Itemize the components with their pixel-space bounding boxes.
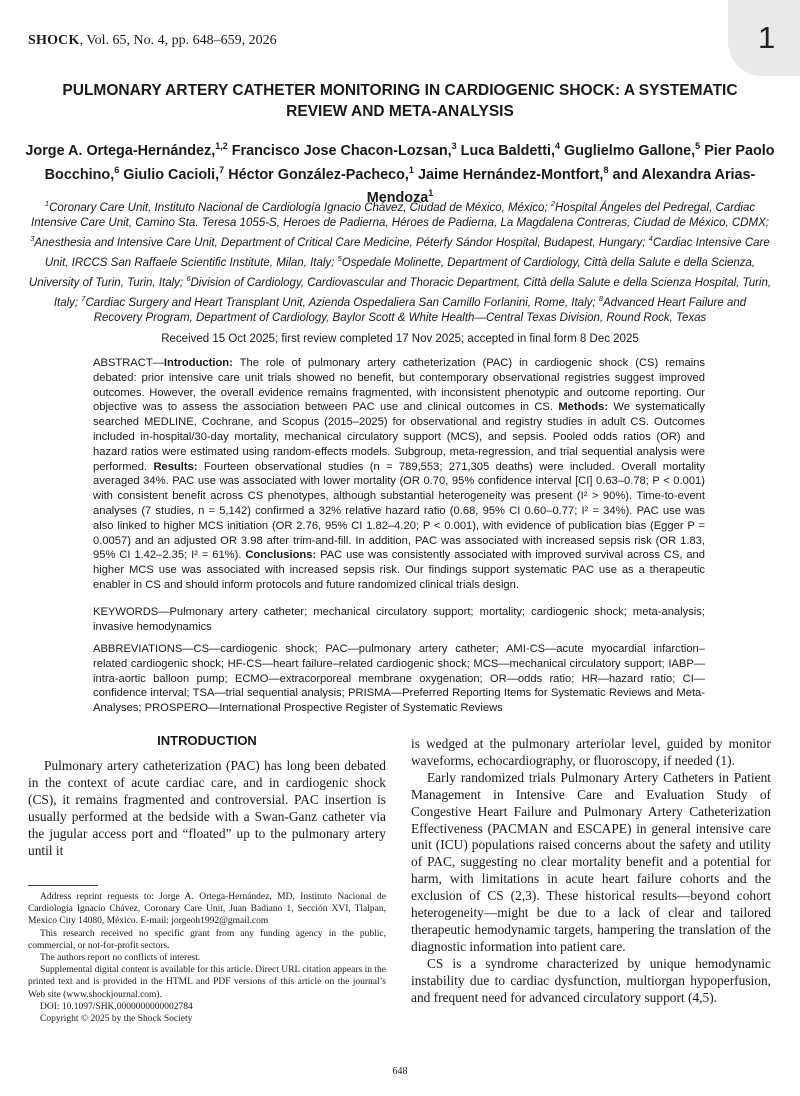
footnote: Supplemental digital content is available for this article. Direct URL citation appears in the printed text and is provided in the HTML and PDF versions of this article on the journal’s Web site (www.shockjournal.com). xyxy=(28,965,386,1000)
body-paragraph: Early randomized trials Pulmonary Artery Catheters in Patient Management in Intensive Care and Evaluation Study of Congestive Heart Failure and Pulmonary Artery Catheterization Effectiveness (PACMAN and ESCAPE) in general intensive care unit (ICU) populations raised concerns about the safety and utility of PAC, suggesting no clear mortality benefit and a potential for harm, with limitations in acute heart failure cohorts and the exclusion of CS (2,3). These historical results—beyond cohort heterogeneity—might be due to a lack of clear and tailored therapeutic hemodynamic targets, hampering the translation of the diagnostic information into patient care. xyxy=(411,769,771,954)
author: Luca Baldetti,$^4$ xyxy=(460,141,561,159)
author: Giulio Cacioli,$^7$ xyxy=(123,164,225,183)
affiliation: $^5$Ospedale Molinette, Department of Cardiology, Città della Salute e della Scienza, University of Turin, Turin, Italy; xyxy=(28,253,756,289)
footnotes xyxy=(28,891,386,1025)
abstract: ABSTRACT—Introduction: The role of pulmonary artery catheterization (PAC) in cardiogenic shock (CS) remains debated: prior intensive care unit trials showed no benefit, but contemporary observational registries suggest improved outcomes. However, the overall evidence remains fragmented, with inconsistent phenotypic and outcome reporting. Our objective was to assess the association between PAC use and clinical outcomes in CS. Methods: We systematically searched MEDLINE, Cochrane, and Scopus (2015–2025) for observational and registry studies in adult CS. Outcomes included in-hospital/30-day mortality, mechanical circulatory support (MCS), and sepsis. Pooled odds ratios (OR) and hazard ratios were estimated using random-effects models. Subgroup, meta-regression, and trial sequential analysis were performed. Results: Fourteen observational studies (n = 789,553; 271,305 deaths) were included. Overall mortality averaged 34%. PAC use was associated with lower mortality (OR 0.70, 95% confidence interval [CI] 0.63–0.78; P < 0.001) with consistent benefit across CS phenotypes, although substantial heterogeneity was present (I² > 90%). Time-to-event analyses (7 studies, n = 5,142) confirmed a 32% relative hazard ratio (0.68, 95% CI 0.60–0.77; I² = 34%). PAC use was also linked to higher MCS initiation (OR 2.76, 95% CI 1.82–4.20; P < 0.001), with evidence of publication bias (Egger P = 0.0057) and an adjusted OR 3.98 after trim-and-fill. In addition, PAC was associated with increased sepsis risk (OR 1.83, 95% CI 1.42–2.35; I² = 61%). Conclusions: PAC use was consistently associated with improved survival across CS, and higher MCS use was associated with increased sepsis risk. Our findings support systematic PAC use as a therapeutic enabler in CS and should inform protocols and future randomized clinical trials design. xyxy=(93,357,705,591)
footnote: DOI: 10.1097/SHK.0000000000002784 xyxy=(40,1001,193,1012)
author: Jorge A. Ortega-Hernández,$^{1,2}$ xyxy=(25,141,228,159)
right-column xyxy=(411,736,771,1007)
article-title: PULMONARY ARTERY CATHETER MONITORING IN CARDIOGENIC SHOCK: A SYSTEMATIC REVIEW AND META-ANALYSIS xyxy=(62,82,738,120)
body-paragraph: Pulmonary artery catheterization (PAC) has long been debated in the context of acute cardiac care, and in cardiogenic shock (CS), it remains fragmented and controversial. PAC insertion is usually performed at the bedside with a Swan-Ganz catheter via the jugular access port and “floated” up to the pulmonary artery until it xyxy=(28,758,386,858)
author: Francisco Jose Chacon-Lozsan,$^3$ xyxy=(231,141,457,159)
journal-name: SHOCK xyxy=(28,33,80,48)
affiliation: $^1$Coronary Care Unit, Instituto Nacional de Cardiología Ignacio Chávez, Ciudad de México, México; xyxy=(44,199,551,214)
affiliation: $^3$Anesthesia and Intensive Care Unit, Department of Critical Care Medicine, Péterfy Sándor Hospital, Budapest, Hungary; xyxy=(30,234,649,249)
affiliation: $^2$Hospital Ángeles del Pedregal, Cardiac Intensive Care Unit, Camino Sta. Teresa 1055-S, Heroes de Padierna, Héroes de Padierna, La Magdalena Contreras, Ciudad de México, CDMX; xyxy=(31,199,769,229)
affiliations xyxy=(28,196,772,326)
received-dates: Received 15 Oct 2025; first review completed 17 Nov 2025; accepted in final form 8 Dec 2025 xyxy=(161,333,639,345)
footnote: Copyright © 2025 by the Shock Society xyxy=(40,1014,193,1025)
author: Héctor González-Pacheco,$^1$ xyxy=(228,164,414,183)
author: Guglielmo Gallone,$^5$ xyxy=(564,141,701,159)
page-tab xyxy=(728,0,800,76)
body-paragraph: CS is a syndrome characterized by unique hemodynamic instability due to cardiac dysfunction, multiorgan hypoperfusion, and frequent need for advanced circulatory support (4,5). xyxy=(411,955,771,1005)
author: and Alexandra Arias-Mendoza$^1$ xyxy=(366,166,756,207)
keywords: KEYWORDS—Pulmonary artery catheter; mechanical circulatory support; mortality; cardiogenic shock; meta-analysis; invasive hemodynamics xyxy=(93,606,705,633)
affiliation: $^4$Cardiac Intensive Care Unit, IRCCS San Raffaele Scientific Institute, Milan, Italy; xyxy=(44,234,770,269)
running-head xyxy=(28,33,277,49)
footnote: This research received no specific grant from any funding agency in the public, commercial, or not-for-profit sectors. xyxy=(28,928,386,951)
body-paragraph: is wedged at the pulmonary arteriolar level, guided by monitor waveforms, echocardiography, or fluoroscopy, if needed (1). xyxy=(411,736,771,768)
footnote-rule xyxy=(28,885,98,886)
citation: , Vol. 65, No. 4, pp. 648–659, 2026 xyxy=(79,33,277,48)
author: Pier Paolo Bocchino,$^6$ xyxy=(44,142,775,183)
page-number: 648 xyxy=(392,1066,408,1077)
section-heading-introduction: INTRODUCTION xyxy=(157,733,257,748)
author: Jaime Hernández-Montfort,$^8$ xyxy=(417,164,609,183)
affiliation: $^8$Advanced Heart Failure and Recovery Program, Department of Cardiology, Baylor Scott & White Health—Central Texas Division, Round Rock, Texas xyxy=(93,293,747,324)
left-column xyxy=(28,758,386,859)
footnote: Address reprint requests to: Jorge A. Ortega-Hernández, MD, Instituto Nacional de Cardiología Ignacio Chávez, Coronary Care Unit, Juan Badiano 1, Sección XVI, Tlalpan, Mexico City 14080, México. E-mail: jorgeoh1992@gmail.com xyxy=(28,892,386,927)
abbreviations: ABBREVIATIONS—CS—cardiogenic shock; PAC—pulmonary artery catheter; AMI-CS—acute myocardial infarction–related cardiogenic shock; HF-CS—heart failure–related cardiogenic shock; MCS—mechanical circulatory support; IABP—intra-aortic balloon pump; ECMO—extracorporeal membrane oxygenation; OR—odds ratio; HR—hazard ratio; CI— confidence interval; TSA—trial sequential analysis; PRISMA—Preferred Reporting Items for Systematic Reviews and Meta-Analyses; PROSPERO—International Prospective Register of Systematic Reviews xyxy=(93,643,705,715)
footnote: The authors report no conflicts of interest. xyxy=(40,953,201,964)
affiliation: $^6$Division of Cardiology, Cardiovascular and Thoracic Department, Città della Salute e della Scienza Hospital, Turin, Italy; xyxy=(53,273,772,309)
page-tab-number: 1 xyxy=(758,20,776,55)
affiliation: $^7$Cardiac Surgery and Heart Transplant Unit, Azienda Ospedaliera San Camillo Forlanini, Rome, Italy; xyxy=(81,293,599,309)
